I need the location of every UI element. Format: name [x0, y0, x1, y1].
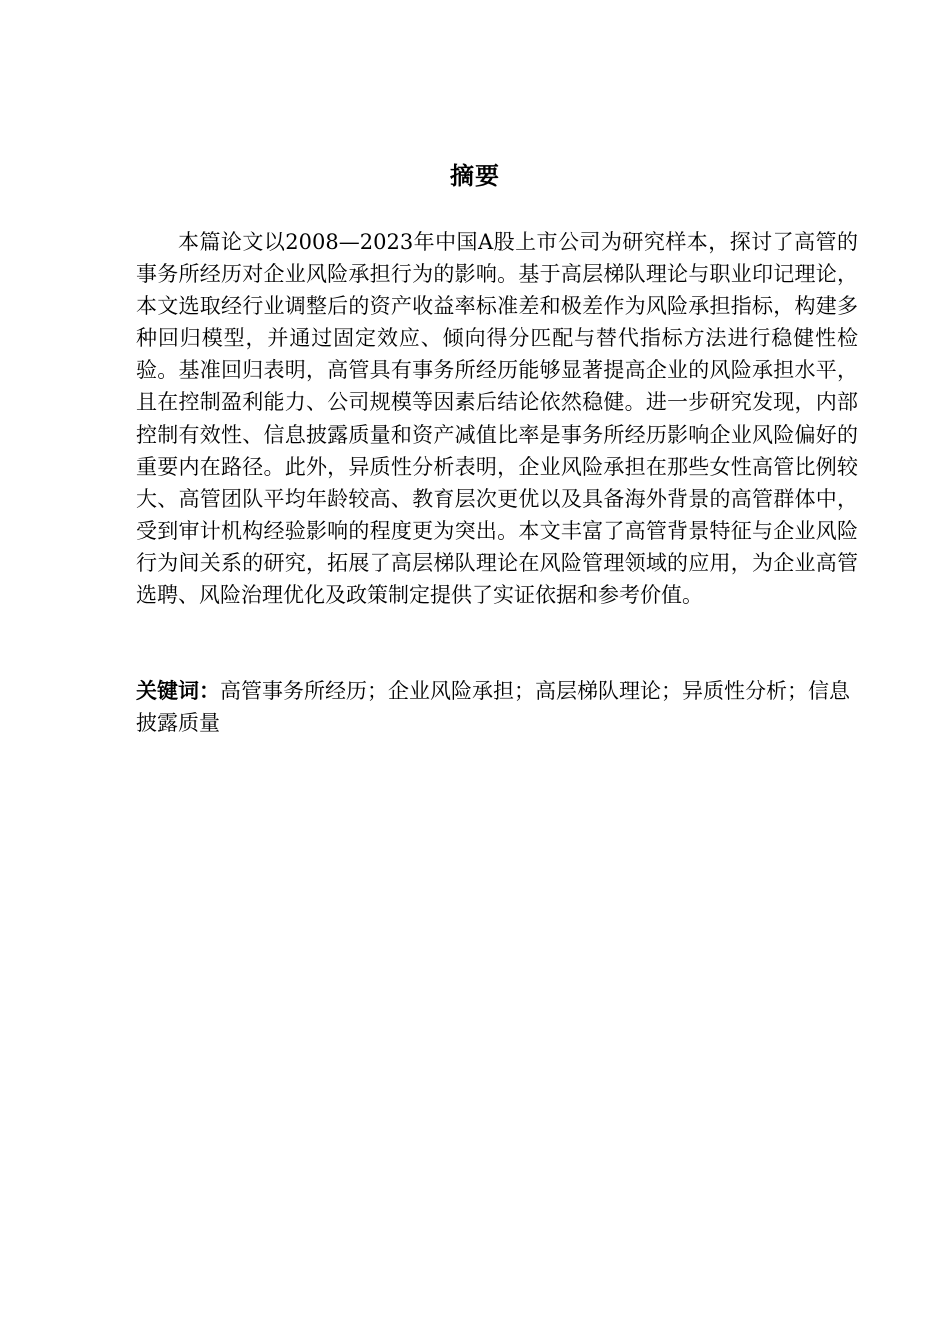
- keywords-text: 高管事务所经历；企业风险承担；高层梯队理论；异质性分析；信息披露质量: [136, 679, 850, 735]
- keywords-label: 关键词：: [136, 679, 220, 703]
- abstract-body: 本篇论文以2008—2023年中国A股上市公司为研究样本，探讨了高管的事务所经历对企业风险承担行为的影响。基于高层梯队理论与职业印记理论，本文选取经行业调整后的资产收益率标准差和极差作为风险承担指标，构建多种回归模型，并通过固定效应、倾向得分匹配与替代指标方法进行稳健性检验。基准回归表明，高管具有事务所经历能够显著提高企业的风险承担水平，且在控制盈利能力、公司规模等因素后结论依然稳健。进一步研究发现，内部控制有效性、信息披露质量和资产减值比率是事务所经历影响企业风险偏好的重要内在路径。此外，异质性分析表明，企业风险承担在那些女性高管比例较大、高管团队平均年龄较高、教育层次更优以及具备海外背景的高管群体中，受到审计机构经验影响的程度更为突出。本文丰富了高管背景特征与企业风险行为间关系的研究，拓展了高层梯队理论在风险管理领域的应用，为企业高管选聘、风险治理优化及政策制定提供了实证依据和参考价值。: [136, 230, 858, 608]
- keywords-line: [136, 675, 858, 739]
- abstract-title: 摘要: [450, 162, 500, 190]
